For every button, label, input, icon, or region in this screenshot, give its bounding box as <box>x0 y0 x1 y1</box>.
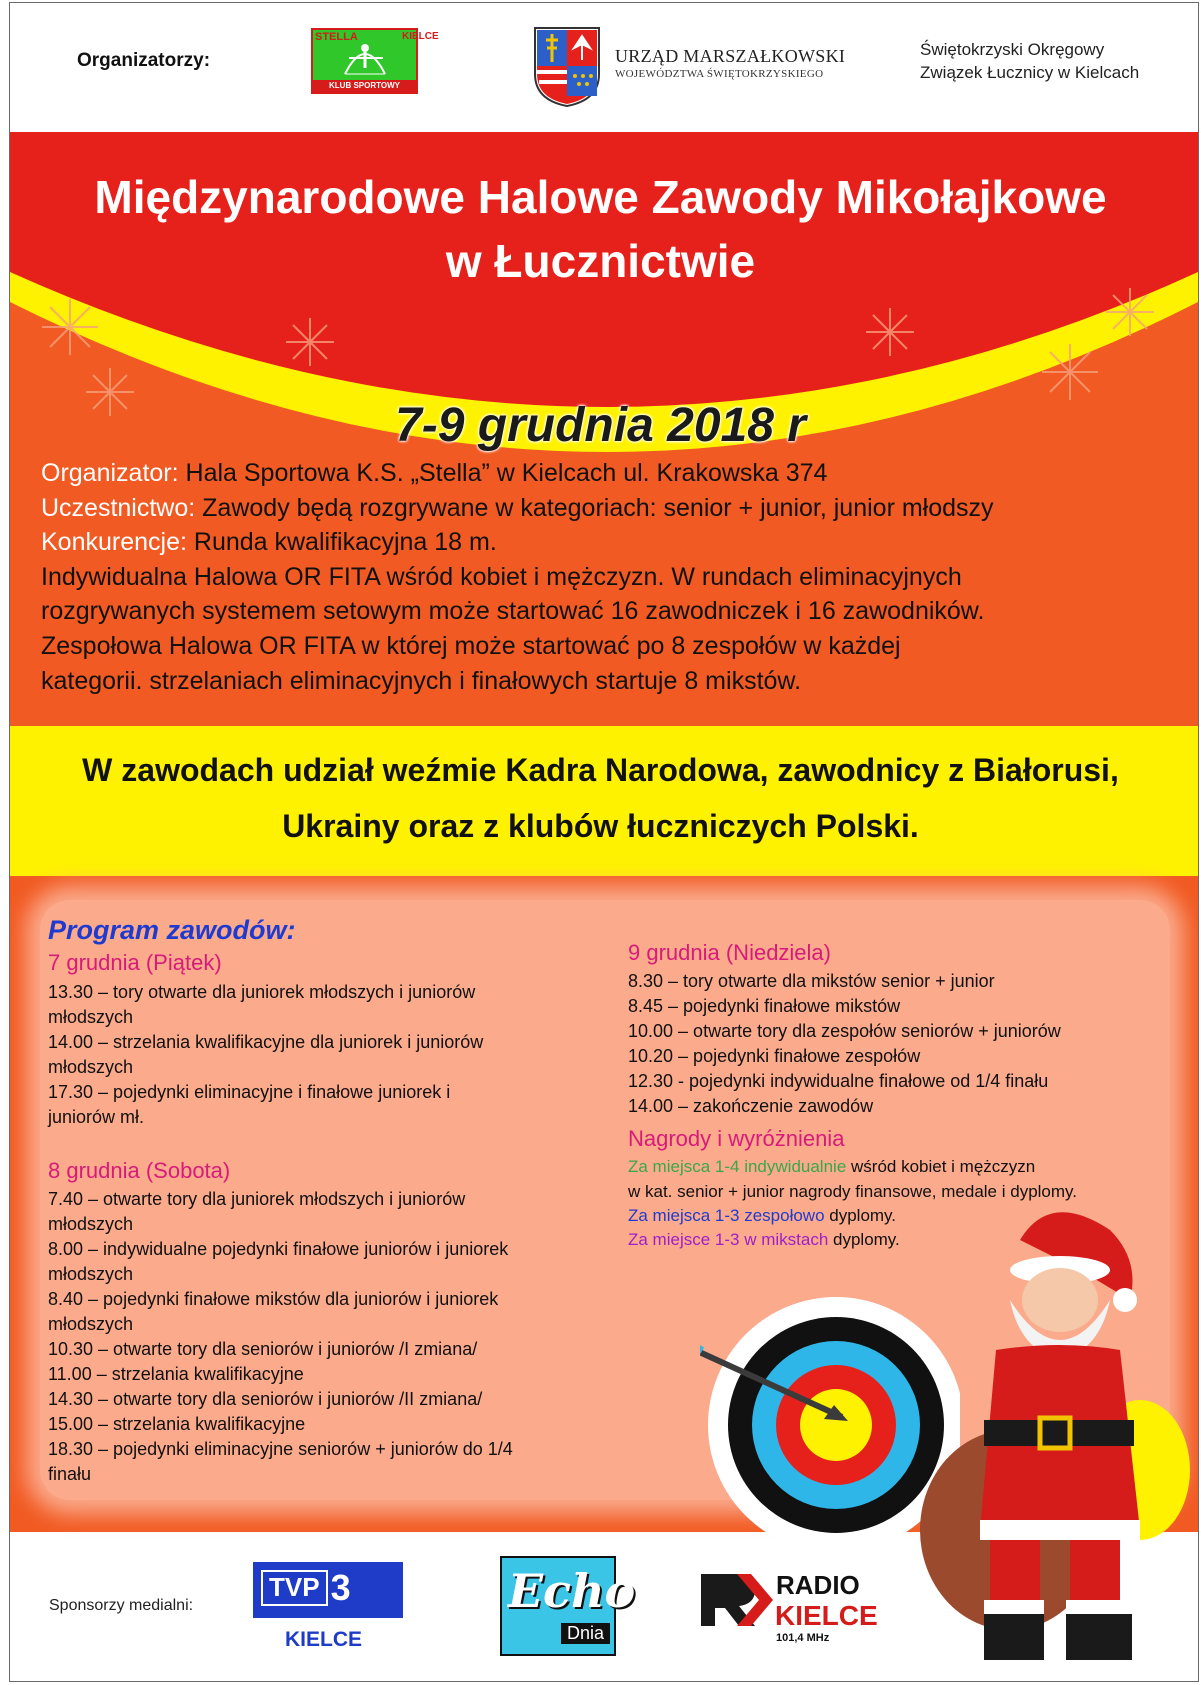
participation-label: Uczestnictwo: <box>41 494 196 522</box>
tvp-letters <box>261 1567 351 1608</box>
announcement-line-2: Ukrainy oraz z klubów łuczniczych Polski. <box>282 808 919 844</box>
voivodeship-crest-icon <box>533 26 601 108</box>
urzad-title: URZĄD MARSZAŁKOWSKI <box>615 46 846 66</box>
stella-logo-right-text: KIELCE <box>402 31 439 42</box>
award-individual-highlight: Za miejsca 1-4 indywidualnie <box>628 1157 847 1176</box>
day1-line: 14.00 – strzelania kwalifikacyjne dla juniorek i juniorów <box>48 1032 484 1052</box>
day3-line: 8.45 – pojedynki finałowe mikstów <box>628 996 901 1016</box>
event-date: 7-9 grudnia 2018 r <box>395 399 806 452</box>
snowflake-icon <box>286 318 334 366</box>
tvp-text: TVP <box>261 1570 328 1606</box>
day2-line: młodszych <box>48 1214 134 1234</box>
organizer-info <box>41 459 827 488</box>
announcement-line-1: W zawodach udział weźmie Kadra Narodowa, zawodnicy z Białorusi, <box>82 752 1119 788</box>
competitions-value: Runda kwalifikacyjna 18 m. <box>186 528 497 556</box>
announcement-band <box>10 726 1198 876</box>
organizer-label: Organizator: <box>41 459 179 487</box>
day2-line: 11.00 – strzelania kwalifikacyjne <box>48 1364 304 1384</box>
day2-line: 8.40 – pojedynki finałowe mikstów dla juniorów i juniorek <box>48 1289 499 1309</box>
award-line <box>628 1230 900 1250</box>
radio-kielce-logo-icon <box>697 1570 775 1630</box>
day2-line: 10.30 – otwarte tory dla seniorów i juniorów /I zmiana/ <box>48 1339 478 1359</box>
echo-sub: Dnia <box>561 1623 610 1644</box>
event-title-line-1: Międzynarodowe Halowe Zawody Mikołajkowe <box>94 171 1107 223</box>
award-line: w kat. senior + junior nagrody finansowe, medale i dyplomy. <box>628 1182 1077 1201</box>
day1-line: młodszych <box>48 1007 134 1027</box>
day2-line: finału <box>48 1464 92 1484</box>
participation-value: Zawody będą rozgrywane w kategoriach: senior + junior, junior młodszy <box>195 494 994 522</box>
competitions-label: Konkurencje: <box>41 528 187 556</box>
tvp-number: 3 <box>330 1567 351 1608</box>
association-line-2: Związek Łucznicy w Kielcach <box>920 63 1140 82</box>
radio-frequency: 101,4 MHz <box>776 1632 830 1644</box>
day2-line: 18.30 – pojedynki eliminacyjne seniorów + juniorów do 1/4 <box>48 1439 513 1459</box>
info-paragraph-line: rozgrywanych systemem setowym może startować 16 zawodniczek i 16 zawodników. <box>41 597 985 625</box>
participation-info <box>41 494 994 523</box>
award-individual-rest: wśród kobiet i mężczyzn <box>846 1157 1036 1176</box>
awards-title: Nagrody i wyróżnienia <box>628 1126 845 1151</box>
echo-text: Echo <box>508 1564 636 1618</box>
day2-line: 7.40 – otwarte tory dla juniorek młodszych i juniorów <box>48 1189 466 1209</box>
urzad-subtitle: WOJEWÓDZTWA ŚWIĘTOKRZYSKIEGO <box>615 68 824 80</box>
award-team-rest: dyplomy. <box>824 1206 897 1225</box>
competitions-info <box>41 528 497 557</box>
award-mixed-rest: dyplomy. <box>828 1230 900 1249</box>
tvp-city: KIELCE <box>285 1628 363 1651</box>
info-paragraph-line: Zespołowa Halowa OR FITA w której może startować po 8 zespołów w każdej <box>41 632 901 660</box>
organizer-value: Hala Sportowa K.S. „Stella” w Kielcach ul. Krakowska 374 <box>178 459 828 487</box>
archer-icon <box>335 34 395 78</box>
organizers-label: Organizatorzy: <box>77 50 211 71</box>
snowflake-icon <box>1106 288 1154 336</box>
day3-line: 8.30 – tory otwarte dla mikstów senior + junior <box>628 971 995 991</box>
stella-logo-bottom-text: KLUB SPORTOWY <box>313 80 416 92</box>
event-title-line-2: w Łucznictwie <box>445 235 756 287</box>
day2-title: 8 grudnia (Sobota) <box>48 1158 231 1183</box>
snowflake-icon <box>42 299 98 355</box>
day3-line: 14.00 – zakończenie zawodów <box>628 1096 874 1116</box>
radio-word: RADIO <box>776 1570 860 1600</box>
radio-city: KIELCE <box>775 1600 878 1631</box>
sponsors-label: Sponsorzy medialni: <box>49 1597 194 1614</box>
info-paragraph-line: Indywidualna Halowa OR FITA wśród kobiet i mężczyzn. W rundach eliminacyjnych <box>41 563 962 591</box>
santa-illustration <box>900 1200 1200 1670</box>
day2-line: 14.30 – otwarte tory dla seniorów i juniorów /II zmiana/ <box>48 1389 483 1409</box>
info-paragraph-line: kategorii. strzelaniach eliminacyjnych i finałowych startuje 8 mikstów. <box>41 667 802 695</box>
program-title: Program zawodów: <box>48 915 296 945</box>
day3-line: 10.00 – otwarte tory dla zespołów seniorów + juniorów <box>628 1021 1061 1041</box>
echo-dnia-logo <box>500 1556 636 1656</box>
day2-line: 8.00 – indywidualne pojedynki finałowe juniorów i juniorek <box>48 1239 509 1259</box>
day1-title: 7 grudnia (Piątek) <box>48 950 222 975</box>
day3-title: 9 grudnia (Niedziela) <box>628 940 831 965</box>
day1-line: 13.30 – tory otwarte dla juniorek młodszych i juniorów <box>48 982 476 1002</box>
award-line <box>628 1157 1035 1177</box>
association-line-1: Świętokrzyski Okręgowy <box>920 40 1105 59</box>
day3-line: 12.30 - pojedynki indywidualne finałowe od 1/4 finału <box>628 1071 1049 1091</box>
day3-line: 10.20 – pojedynki finałowe zespołów <box>628 1046 921 1066</box>
day1-line: juniorów mł. <box>48 1107 145 1127</box>
tvp3-logo <box>253 1562 403 1618</box>
award-line <box>628 1206 896 1226</box>
stella-logo-left-text: STELLA <box>315 31 358 43</box>
snowflake-icon <box>866 308 914 356</box>
award-team-highlight: Za miejsca 1-3 zespołowo <box>628 1206 825 1225</box>
day2-line: młodszych <box>48 1264 134 1284</box>
day1-line: młodszych <box>48 1057 134 1077</box>
day2-line: 15.00 – strzelania kwalifikacyjne <box>48 1414 306 1434</box>
stella-club-logo <box>311 28 439 94</box>
day1-line: 17.30 – pojedynki eliminacyjne i finałowe juniorek i <box>48 1082 451 1102</box>
snowflake-icon <box>1042 344 1098 400</box>
day2-line: młodszych <box>48 1314 134 1334</box>
award-mixed-highlight: Za miejsce 1-3 w mikstach <box>628 1230 829 1249</box>
